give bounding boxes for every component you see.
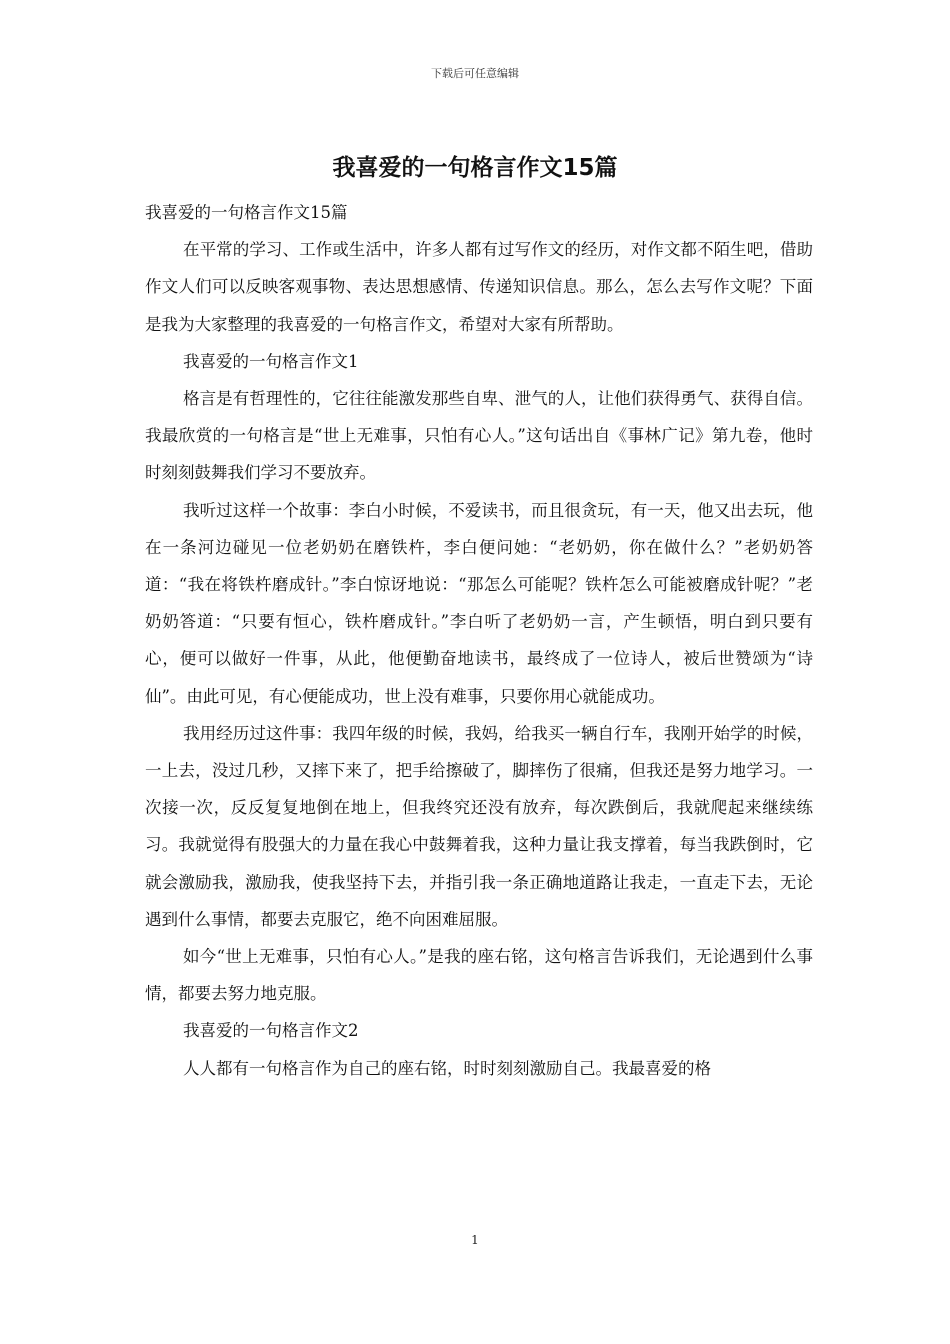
body-paragraph: 如今“世上无难事，只怕有心人。”是我的座右铭，这句格言告诉我们，无论遇到什么事情，都要去努力地克服。 (145, 947, 813, 1004)
document-body (145, 194, 813, 1087)
body-paragraph: 我听过这样一个故事：李白小时候，不爱读书，而且很贪玩，有一天，他又出去玩，他在一条河边碰见一位老奶奶在磨铁杵，李白便问她：“老奶奶，你在做什么？”老奶奶答道：“我在将铁杵磨成针。”李白惊讶地说：“那怎么可能呢？铁杵怎么可能被磨成针呢？”老奶奶答道：“只要有恒心，铁杵磨成针。”李白听了老奶奶一言，产生顿悟，明白到只要有心，便可以做好一件事，从此，他便勤奋地读书，最终成了一位诗人，被后世赞颂为“诗仙”。由此可见，有心便能成功，世上没有难事，只要你用心就能成功。 (145, 500, 813, 706)
page-header: 下载后可任意编辑 (431, 67, 519, 80)
body-paragraph: 我用经历过这件事：我四年级的时候，我妈，给我买一辆自行车，我刚开始学的时候，一上去，没过几秒，又摔下来了，把手给擦破了，脚摔伤了很痛，但我还是努力地学习。一次接一次，反反复复地倒在地上，但我终究还没有放弃，每次跌倒后，我就爬起来继续练习。我就觉得有股强大的力量在我心中鼓舞着我，这种力量让我支撑着，每当我跌倒时，它就会激励我，激励我，使我坚持下去，并指引我一条正确地道路让我走，一直走下去，无论遇到什么事情，都要去克服它，绝不向困难屈服。 (145, 723, 813, 929)
body-paragraph: 格言是有哲理性的，它往往能激发那些自卑、泄气的人，让他们获得勇气、获得自信。我最欣赏的一句格言是“世上无难事，只怕有心人。”这句话出自《事林广记》第九卷，他时时刻刻鼓舞我们学习不要放弃。 (145, 389, 813, 483)
section-heading-1: 我喜爱的一句格言作文1 (183, 351, 359, 371)
intro-paragraph: 在平常的学习、工作或生活中，许多人都有过写作文的经历，对作文都不陌生吧，借助作文人们可以反映客观事物、表达思想感情、传递知识信息。那么，怎么去写作文呢？下面是我为大家整理的我喜爱的一句格言作文，希望对大家有所帮助。 (145, 240, 813, 334)
page-number: 1 (471, 1233, 479, 1247)
body-paragraph: 人人都有一句格言作为自己的座右铭，时时刻刻激励自己。我最喜爱的格 (183, 1058, 711, 1078)
subtitle-paragraph: 我喜爱的一句格言作文15篇 (145, 203, 348, 222)
section-heading-2: 我喜爱的一句格言作文2 (183, 1021, 359, 1041)
document-title: 我喜爱的一句格言作文15篇 (332, 155, 618, 181)
